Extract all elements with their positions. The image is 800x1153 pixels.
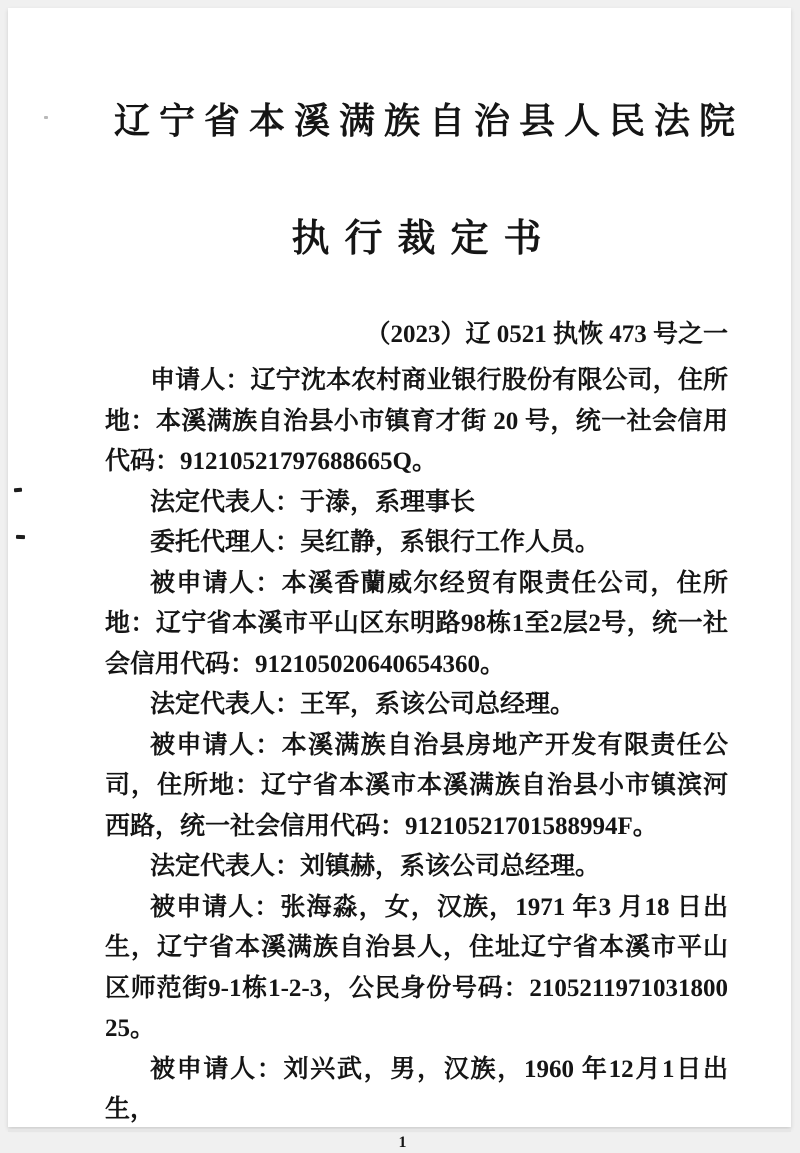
court-name-heading: 辽宁省本溪满族自治县人民法院 (114, 101, 745, 141)
paragraph-legal-rep-applicant: 法定代表人：于溙，系理事长 (150, 488, 476, 516)
document-body (105, 361, 728, 1131)
paragraph-entrusted-agent: 委托代理人：吴红静，系银行工作人员。 (150, 529, 601, 556)
page-bottom-shadow (8, 1129, 791, 1132)
paragraph-respondent-4: 被申请人：刘兴武，男，汉族，1960 年12月1日出生， (105, 1055, 728, 1123)
paragraph-legal-rep-respondent-2: 法定代表人：刘镇赫，系该公司总经理。 (150, 853, 601, 880)
document-page (8, 8, 791, 1151)
page-number: 1 (398, 1133, 407, 1151)
case-number: （2023）辽 0521 执恢 473 号之一 (365, 321, 728, 348)
paragraph-legal-rep-respondent-1: 法定代表人：王军，系该公司总经理。 (150, 691, 576, 718)
scan-artifact-dot (44, 116, 48, 119)
scan-artifact-dash (14, 488, 22, 493)
paragraph-applicant: 申请人：辽宁沈本农村商业银行股份有限公司，住所地：本溪满族自治县小市镇育才街 20 号，统一社会信用代码：91210521797688665Q。 (105, 367, 728, 475)
paragraph-respondent-2: 被申请人：本溪满族自治县房地产开发有限责任公司，住所地：辽宁省本溪市本溪满族自治县小市镇滨河西路，统一社会信用代码：91210521701588994F。 (105, 731, 728, 840)
paragraph-respondent-3: 被申请人：张海淼，女，汉族，1971 年3 月18 日出生，辽宁省本溪满族自治县人，住址辽宁省本溪市平山区师范街9-1栋1-2-3，公民身份号码：210521197103180025。 (105, 893, 728, 1042)
scan-artifact-dash (16, 535, 25, 539)
document-title: 执行裁定书 (291, 218, 557, 260)
paragraph-respondent-1: 被申请人：本溪香蘭威尔经贸有限责任公司，住所地：辽宁省本溪市平山区东明路98栋1至2层2号，统一社会信用代码：912105020640654360。 (105, 569, 728, 678)
